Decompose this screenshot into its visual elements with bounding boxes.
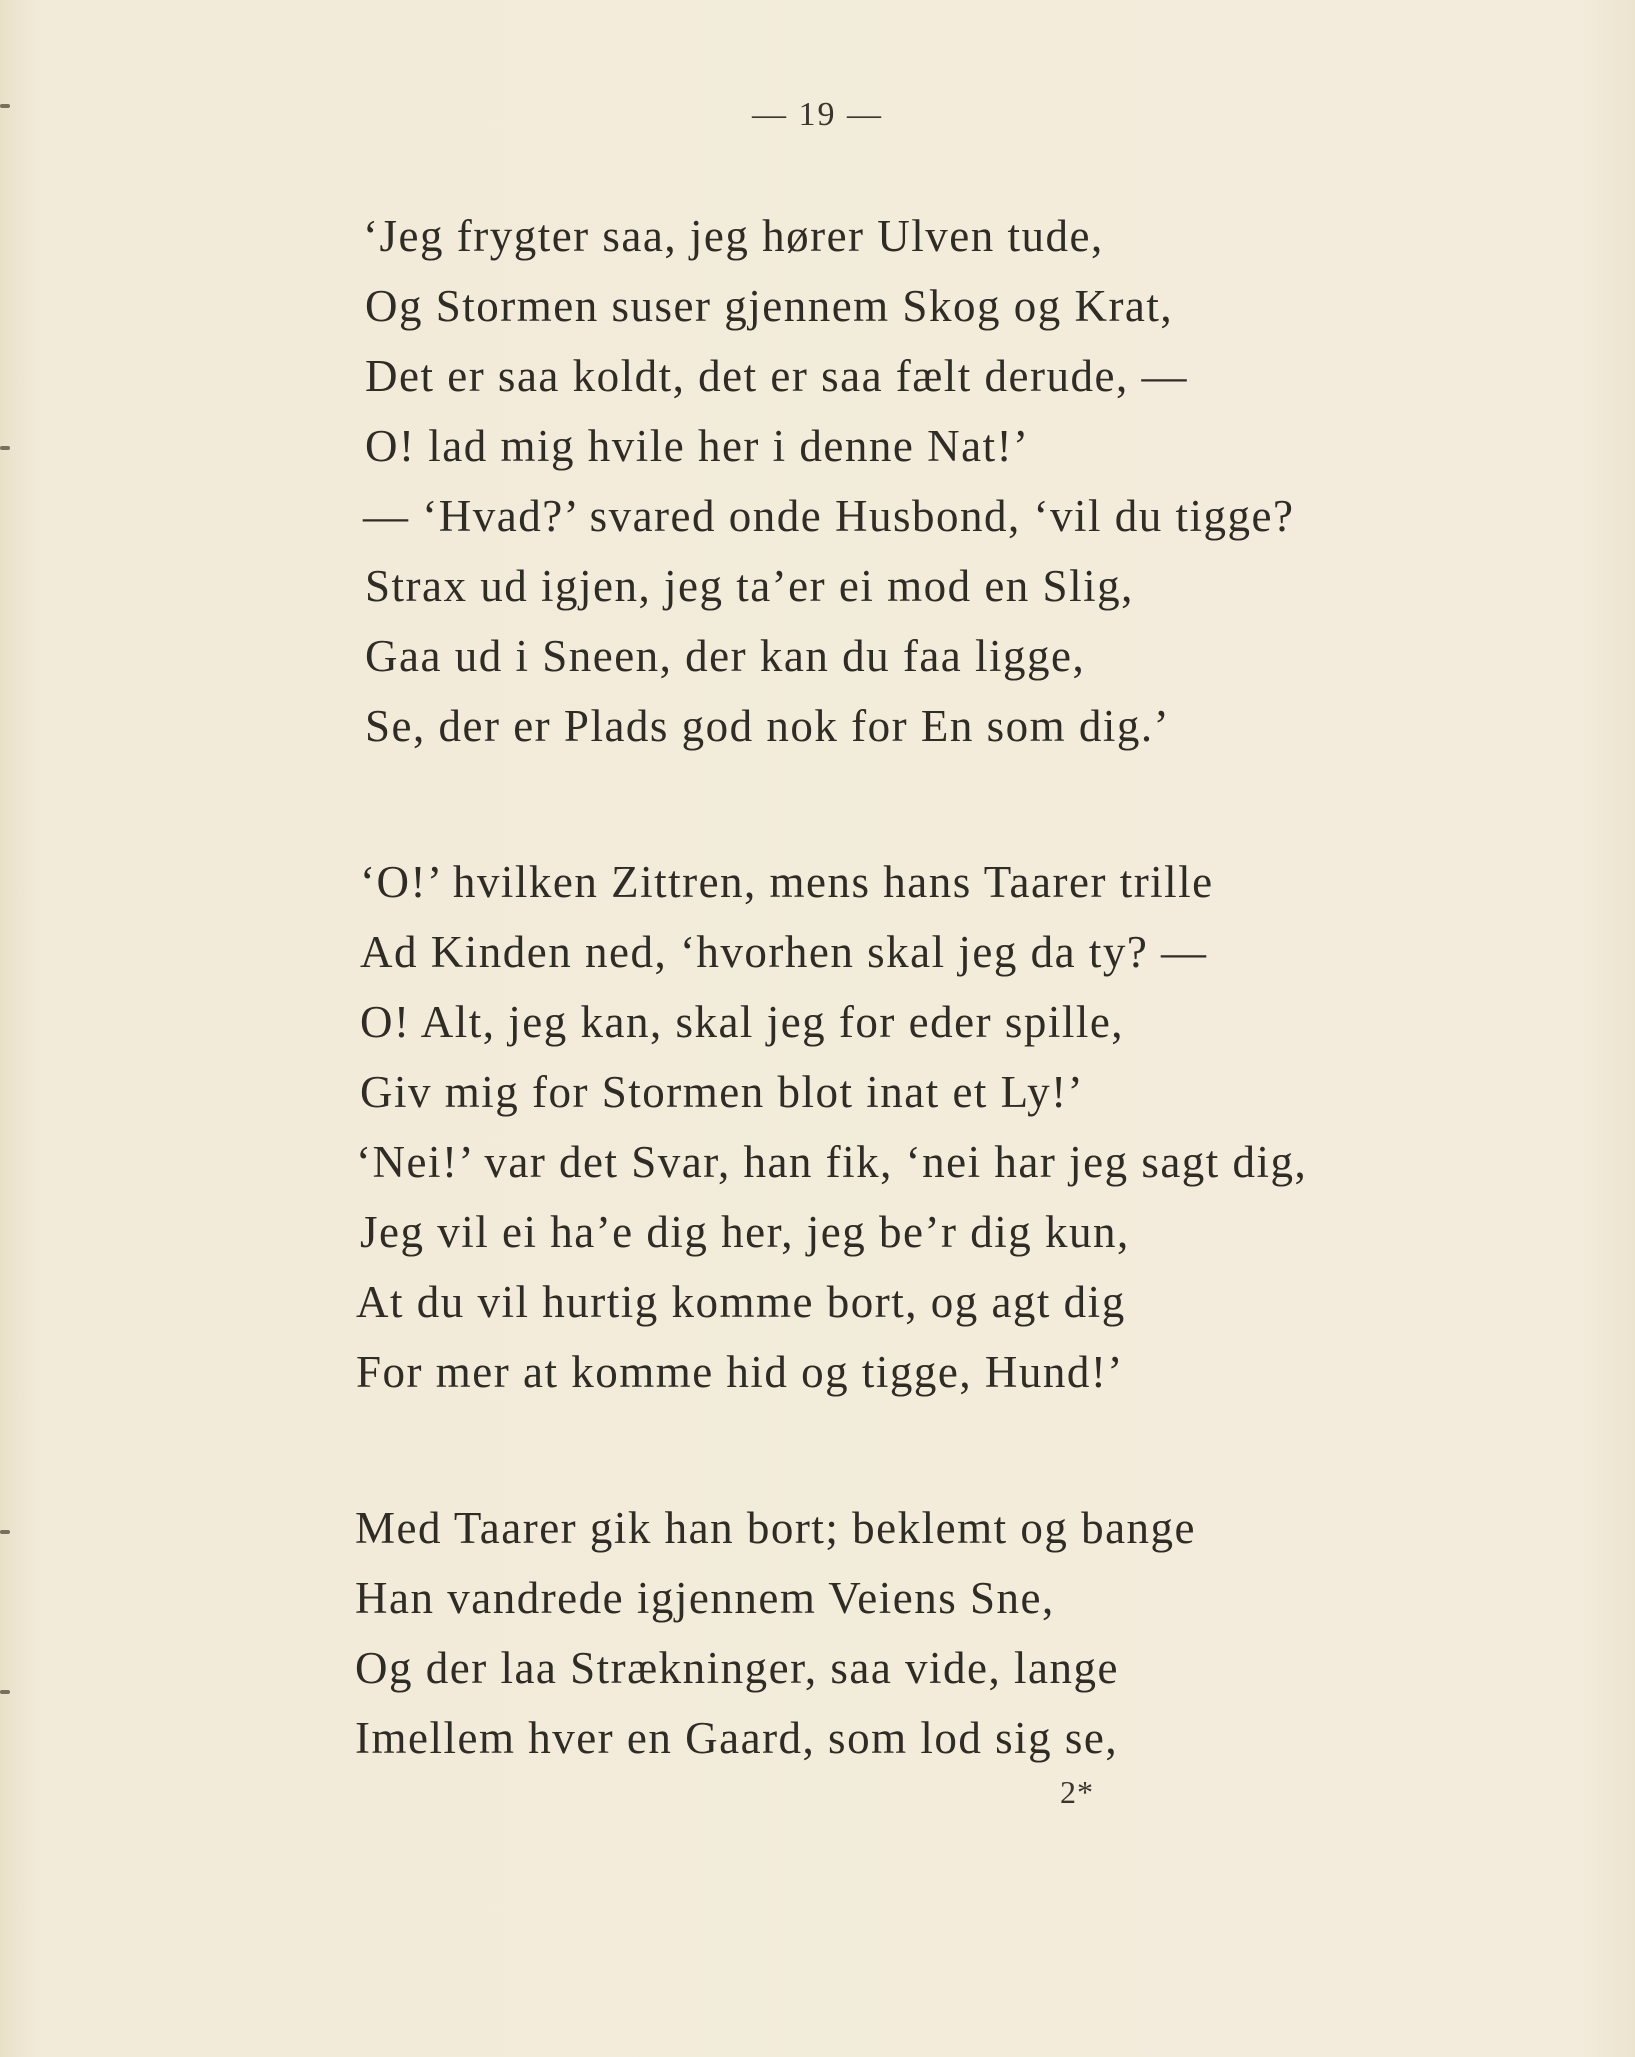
verse-line: Imellem hver en Gaard, som lod sig se, [355, 1713, 1119, 1763]
verse-line: Han vandrede igjennem Veiens Sne, [355, 1573, 1055, 1623]
verse-line: Se, der er Plads god nok for En som dig.’ [365, 701, 1171, 751]
verse-line: Med Taarer gik han bort; beklemt og bange [355, 1503, 1197, 1553]
verse-line: O! Alt, jeg kan, skal jeg for eder spille, [360, 997, 1125, 1047]
verse-line: Ad Kinden ned, ‘hvorhen skal jeg da ty? — [360, 927, 1208, 977]
verse-line: ‘Nei!’ var det Svar, han fik, ‘nei har jeg sagt dig, [356, 1137, 1308, 1187]
margin-mark [0, 446, 10, 450]
verse-line: Giv mig for Stormen blot inat et Ly!’ [360, 1067, 1085, 1117]
verse-line: Og Stormen suser gjennem Skog og Krat, [365, 281, 1174, 331]
verse-line: ‘O!’ hvilken Zittren, mens hans Taarer trille [360, 857, 1214, 907]
verse-line: Og der laa Strækninger, saa vide, lange [355, 1643, 1119, 1693]
verse-line: At du vil hurtig komme bort, og agt dig [356, 1277, 1126, 1327]
signature-mark: 2* [1060, 1774, 1094, 1810]
verse-line: For mer at komme hid og tigge, Hund!’ [356, 1347, 1124, 1397]
page-number: — 19 — [752, 96, 883, 133]
verse-line: Jeg vil ei ha’e dig her, jeg be’r dig kun, [360, 1207, 1130, 1257]
verse-line: ‘Jeg frygter saa, jeg hører Ulven tude, [363, 211, 1104, 261]
verse-line: O! lad mig hvile her i denne Nat!’ [365, 421, 1030, 471]
verse-line: Gaa ud i Sneen, der kan du faa ligge, [365, 631, 1086, 681]
verse-line: Det er saa koldt, det er saa fælt derude, — [365, 351, 1188, 401]
verse-line: Strax ud igjen, jeg ta’er ei mod en Slig, [365, 561, 1134, 611]
margin-mark [0, 1690, 10, 1694]
verse-line: — ‘Hvad?’ svared onde Husbond, ‘vil du tigge? [363, 491, 1295, 541]
margin-mark [0, 1530, 10, 1534]
